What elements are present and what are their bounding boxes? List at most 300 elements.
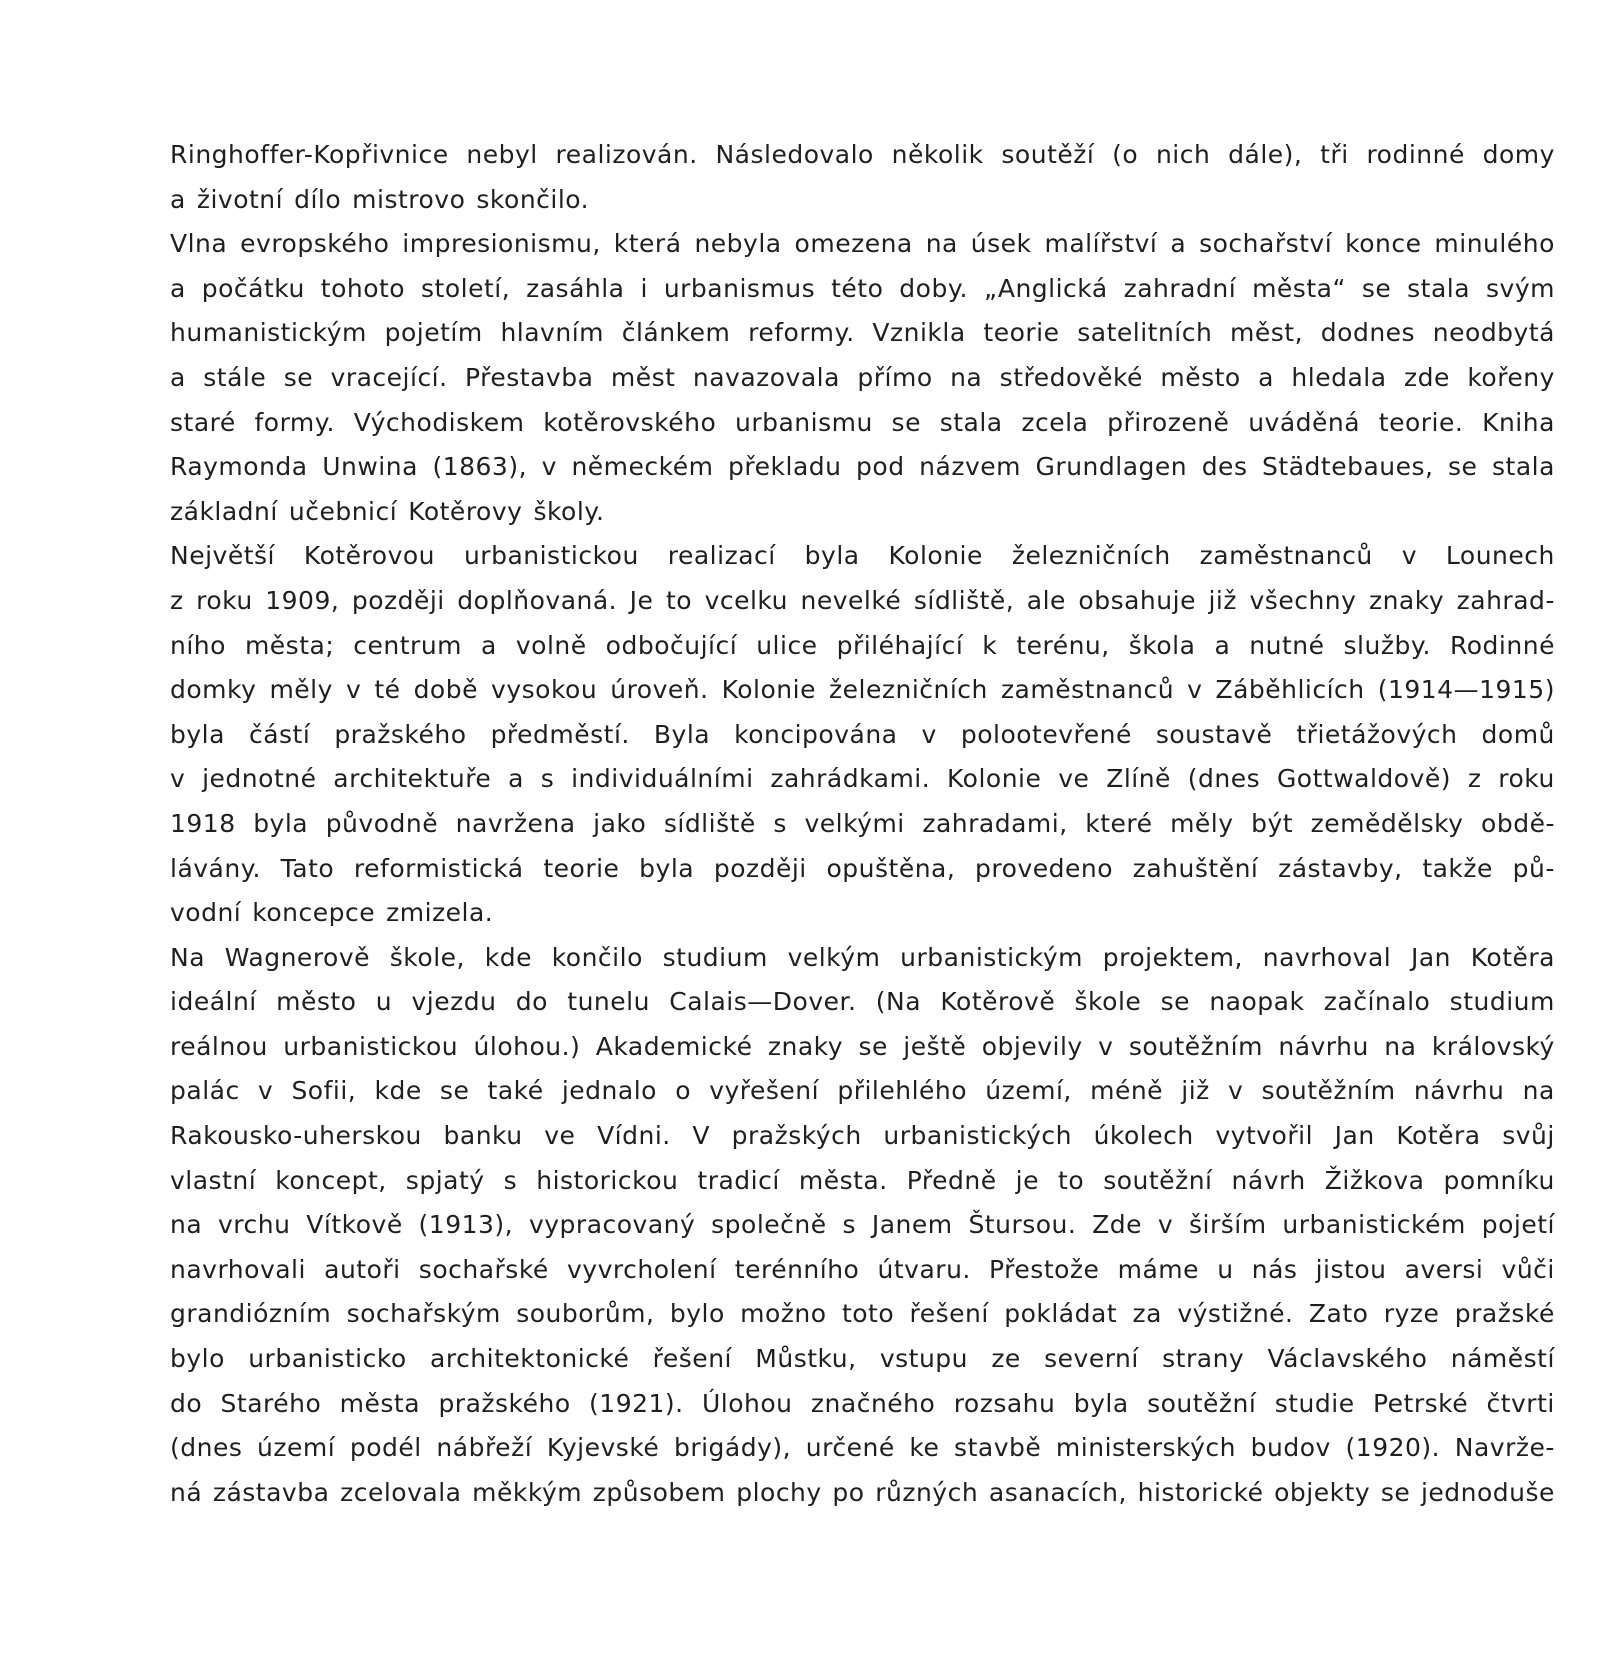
word: v — [541, 452, 557, 482]
word: Rodinné — [1450, 630, 1555, 660]
word: zemědělsky — [1310, 808, 1464, 838]
word: železničních — [1011, 541, 1171, 571]
word: později — [351, 585, 445, 615]
word: Kolonie — [888, 541, 983, 571]
word: zaměstnanců — [1199, 541, 1373, 571]
word: na — [170, 1210, 203, 1240]
word: Kotěra — [1396, 1121, 1481, 1151]
word: ještě — [903, 1031, 967, 1061]
word: urbanisticko — [248, 1344, 407, 1374]
word: s — [773, 808, 787, 838]
word: s — [842, 1210, 856, 1240]
word: (dnes — [170, 1433, 243, 1463]
word: objevily — [981, 1031, 1083, 1061]
word: souborům, — [516, 1299, 655, 1329]
word: volně — [515, 630, 587, 660]
word: ze — [991, 1344, 1021, 1374]
word: Zlíně — [1106, 764, 1171, 794]
word: měly — [269, 675, 333, 705]
word: a — [1170, 229, 1187, 259]
word: hlavním — [500, 318, 604, 348]
word: Předně — [906, 1165, 997, 1195]
word: (1863), — [432, 452, 528, 482]
word: vlastní — [170, 1165, 257, 1195]
word: Přestavba — [465, 362, 594, 392]
word: se — [1380, 1477, 1411, 1507]
word: Václavského — [1267, 1344, 1428, 1374]
word: jednoduše — [1420, 1477, 1555, 1507]
word: aversi — [1404, 1254, 1484, 1284]
text-line — [170, 980, 1555, 1025]
word: odbočující — [605, 630, 738, 660]
word: doplňovaná. — [457, 585, 618, 615]
word: méně — [1090, 1076, 1164, 1106]
word: v — [1098, 1031, 1114, 1061]
word: zaměstnanců — [1000, 675, 1175, 705]
word: máme — [1117, 1254, 1200, 1284]
word: grandiózním — [170, 1299, 332, 1329]
word: toto — [841, 1299, 895, 1329]
word: bylo — [170, 1344, 225, 1374]
word: pražského — [438, 1388, 571, 1418]
word: humanistickým — [170, 318, 367, 348]
word: přiléhající — [836, 630, 964, 660]
word: Vlna — [170, 229, 228, 259]
word: také — [487, 1076, 544, 1106]
word: zde — [1404, 362, 1450, 392]
word: plochy — [736, 1477, 822, 1507]
text-line — [170, 624, 1555, 669]
word: nebyl — [466, 140, 538, 169]
word: Východiskem — [353, 407, 525, 437]
word: školy. — [533, 496, 605, 526]
word: stále — [203, 362, 267, 392]
word: domy — [1482, 140, 1555, 169]
word: konce — [1345, 229, 1422, 259]
word: to — [665, 585, 693, 615]
text-line — [170, 356, 1555, 401]
word: zahrad- — [1456, 585, 1555, 615]
word: malířství — [1044, 229, 1158, 259]
word: škole, — [389, 942, 465, 972]
word: Janem — [871, 1210, 953, 1240]
word: pražské — [1454, 1299, 1555, 1329]
word: německém — [571, 452, 714, 482]
word: budov — [1250, 1433, 1331, 1463]
word: vyvrcholení — [566, 1254, 717, 1284]
word: byla — [253, 808, 309, 838]
word: pražského — [334, 719, 467, 749]
text-line — [170, 847, 1555, 892]
word: a — [1258, 362, 1274, 392]
word: navrhovali — [170, 1254, 306, 1284]
word: různých — [875, 1477, 979, 1507]
word: řešení — [652, 1344, 732, 1374]
word: velkými — [804, 808, 905, 838]
word: výstižné. — [1177, 1299, 1294, 1329]
word: Na — [170, 942, 206, 972]
word: značného — [810, 1388, 936, 1418]
word: v — [921, 719, 937, 749]
word: urbanistickým — [900, 942, 1084, 972]
word: nebyla — [694, 229, 782, 259]
word: zahradní — [1123, 273, 1237, 303]
word: stavbě — [954, 1433, 1042, 1463]
word: autoři — [324, 1254, 401, 1284]
word: znaky — [1368, 585, 1445, 615]
word: vysokou — [491, 675, 598, 705]
word: končilo — [551, 942, 643, 972]
word: společně — [711, 1210, 827, 1240]
word: (1921). — [589, 1388, 684, 1418]
word: a — [1214, 630, 1231, 660]
word: centrum — [353, 630, 463, 660]
word: železničních — [829, 675, 988, 705]
word: Vítkově — [306, 1210, 403, 1240]
word: v — [1228, 1076, 1244, 1106]
word: asanacích, — [988, 1477, 1127, 1507]
word: se — [1361, 273, 1392, 303]
word: urbanistickou — [283, 1031, 459, 1061]
text-line — [170, 1069, 1555, 1114]
word: zcelovala — [340, 1477, 462, 1507]
word: s — [503, 1165, 518, 1195]
word: provedeno — [975, 853, 1114, 883]
word: svým — [1486, 273, 1555, 303]
text-line — [170, 1114, 1555, 1159]
word: ná — [170, 1477, 203, 1507]
word: Záběhlicích — [1215, 675, 1365, 705]
word: útvaru. — [877, 1254, 971, 1284]
word: sídliště — [663, 808, 756, 838]
word: měst, — [1230, 318, 1304, 348]
word: formy. — [254, 407, 335, 437]
word: Kotěra — [1470, 942, 1555, 972]
word: škola — [1128, 630, 1196, 660]
word: úsek — [970, 229, 1032, 259]
word: měst — [610, 362, 676, 392]
text-line — [170, 490, 1555, 535]
word: naopak — [1209, 987, 1305, 1017]
word: lávány. — [170, 853, 261, 883]
word: V — [692, 1121, 710, 1151]
word: návrh — [1231, 1165, 1306, 1195]
word: být — [1251, 808, 1294, 838]
word: Sofii, — [291, 1076, 357, 1106]
word: jistou — [1315, 1254, 1387, 1284]
word: se — [439, 1076, 470, 1106]
word: 1909, — [265, 585, 340, 615]
word: sídliště, — [913, 585, 1015, 615]
word: pod — [856, 452, 905, 482]
word: urbanistických — [883, 1121, 1072, 1151]
word: omezena — [794, 229, 913, 259]
word: Kotěrově — [940, 987, 1056, 1017]
word: době — [413, 675, 478, 705]
word: dodnes — [1320, 318, 1416, 348]
word: Grundlagen — [1035, 452, 1188, 482]
word: širším — [1189, 1210, 1267, 1240]
word: tři — [1320, 140, 1349, 169]
word: Ringhoffer-Kopřivnice — [170, 140, 449, 169]
word: Städtebaues, — [1262, 452, 1434, 482]
word: již — [1181, 1076, 1210, 1106]
word: historickou — [536, 1165, 679, 1195]
word: se — [858, 1031, 888, 1061]
word: domů — [1481, 719, 1555, 749]
word: studium — [1449, 987, 1555, 1017]
word: návrhu — [1278, 1031, 1369, 1061]
word: do — [170, 1388, 203, 1418]
word: Žižkova — [1324, 1165, 1425, 1195]
word: v — [1187, 675, 1203, 705]
word: brigády), — [673, 1433, 792, 1463]
word: a — [170, 273, 186, 303]
word: která — [613, 229, 682, 259]
text-line — [170, 1471, 1555, 1516]
word: a — [170, 184, 186, 214]
word: území, — [985, 1076, 1072, 1106]
word: bylo — [669, 1299, 725, 1329]
word: obdě- — [1481, 808, 1555, 838]
word: článkem — [621, 318, 731, 348]
text-line — [170, 757, 1555, 802]
word: navazovala — [692, 362, 840, 392]
word: té — [374, 675, 401, 705]
text-line — [170, 579, 1555, 624]
word: urbanismu — [734, 407, 873, 437]
word: přirozeně — [1107, 407, 1230, 437]
word: satelitních — [1077, 318, 1213, 348]
word: později — [713, 853, 807, 883]
word: i — [640, 273, 648, 303]
word: učebnicí — [288, 496, 398, 526]
word: a — [170, 362, 186, 392]
word: Největší — [170, 541, 275, 571]
word: této — [831, 273, 884, 303]
word: (1920). — [1345, 1433, 1441, 1463]
word: na — [1384, 1031, 1417, 1061]
word: Byla — [653, 719, 711, 749]
word: území — [257, 1433, 336, 1463]
word: (o — [1112, 140, 1139, 169]
word: se — [891, 407, 921, 437]
word: Následovalo — [715, 140, 874, 169]
word: jako — [593, 808, 647, 838]
word: obsahuje — [1078, 585, 1196, 615]
word: Akademické — [595, 1031, 753, 1061]
word: Rakousko-uherskou — [170, 1121, 422, 1151]
word: století, — [421, 273, 511, 303]
word: takže — [1422, 853, 1493, 883]
word: „Anglická — [983, 273, 1108, 303]
word: Kolonie — [947, 764, 1042, 794]
word: jednotné — [202, 764, 317, 794]
word: byla — [804, 541, 860, 571]
word: rozsahu — [953, 1388, 1056, 1418]
word: vypracovaný — [528, 1210, 696, 1240]
word: tradicí — [697, 1165, 780, 1195]
word: životní — [196, 184, 284, 214]
text-line — [170, 222, 1555, 267]
word: terénu, — [1016, 630, 1110, 660]
word: překladu — [728, 452, 842, 482]
word: vůči — [1501, 1254, 1555, 1284]
word: doby. — [899, 273, 969, 303]
word: město — [1160, 362, 1241, 392]
text-line — [170, 311, 1555, 356]
word: názvem — [919, 452, 1021, 482]
text-line — [170, 133, 1555, 178]
word: Kniha — [1482, 407, 1555, 437]
word: terénního — [734, 1254, 860, 1284]
word: na — [925, 229, 958, 259]
word: Zde — [1092, 1210, 1143, 1240]
word: Jan — [1410, 942, 1452, 972]
word: úkolech — [1093, 1121, 1194, 1151]
text-line — [170, 802, 1555, 847]
word: města; — [244, 630, 335, 660]
word: Kolonie — [721, 675, 816, 705]
word: za — [1132, 1299, 1162, 1329]
word: v — [1157, 1210, 1174, 1240]
word: úlohou.) — [473, 1031, 581, 1061]
text-line — [170, 1426, 1555, 1471]
word: koncept, — [275, 1165, 387, 1195]
word: města. — [798, 1165, 888, 1195]
word: ministerských — [1055, 1433, 1236, 1463]
word: se — [283, 362, 314, 392]
word: služby. — [1343, 630, 1431, 660]
word: vytvořil — [1215, 1121, 1314, 1151]
word: třietážových — [1296, 719, 1458, 749]
word: u — [375, 987, 393, 1017]
word: zahuštění — [1132, 853, 1259, 883]
word: pojetí — [1481, 1210, 1555, 1240]
word: (dnes — [1187, 764, 1261, 794]
text-line — [170, 1248, 1555, 1293]
word: studie — [1274, 1388, 1355, 1418]
word: staré — [170, 407, 236, 437]
word: svůj — [1502, 1121, 1555, 1151]
word: ulice — [756, 630, 818, 660]
word: domky — [170, 675, 257, 705]
word: vyřešení — [709, 1076, 820, 1106]
word: částí — [248, 719, 311, 749]
word: vodní — [170, 898, 242, 928]
word: nevelké — [800, 585, 902, 615]
text-line — [170, 891, 1555, 936]
body-text — [170, 133, 1555, 1515]
text-line — [170, 936, 1555, 981]
word: zástavba — [212, 1477, 330, 1507]
word: objekty — [1274, 1477, 1371, 1507]
word: ního — [170, 630, 226, 660]
word: hledala — [1291, 362, 1387, 392]
word: Calais—Dover. — [669, 987, 857, 1017]
word: Lounech — [1445, 541, 1555, 571]
word: několik — [891, 140, 984, 169]
word: vracející. — [330, 362, 448, 392]
word: středověké — [999, 362, 1143, 392]
text-line — [170, 1337, 1555, 1382]
word: polootevřené — [960, 719, 1132, 749]
word: Můstku, — [755, 1344, 857, 1374]
word: projektem, — [1102, 942, 1243, 972]
word: základní — [170, 496, 278, 526]
word: byla — [170, 719, 225, 749]
word: vrchu — [218, 1210, 291, 1240]
word: zcela — [1021, 407, 1089, 437]
word: roku — [196, 585, 253, 615]
word: teorie — [983, 318, 1060, 348]
word: soutěžní — [1103, 1165, 1213, 1195]
word: urbanismus — [663, 273, 816, 303]
word: dále), — [1228, 140, 1303, 169]
word: je — [1015, 1165, 1039, 1195]
word: teorie. — [1378, 407, 1464, 437]
word: z — [1467, 764, 1482, 794]
word: byla — [639, 853, 695, 883]
word: znaky — [767, 1031, 844, 1061]
text-line — [170, 1292, 1555, 1337]
word: města — [339, 1388, 421, 1418]
word: navržena — [455, 808, 576, 838]
text-line — [170, 401, 1555, 446]
word: královský — [1431, 1031, 1555, 1061]
word: ve — [544, 1121, 576, 1151]
word: které — [1085, 808, 1153, 838]
word: reformistická — [353, 853, 524, 883]
text-line — [170, 1203, 1555, 1248]
word: zmizela. — [386, 898, 494, 928]
word: minulého — [1434, 229, 1555, 259]
word: pokládat — [1004, 1299, 1118, 1329]
word: náměstí — [1450, 1344, 1555, 1374]
word: tunelu — [567, 987, 650, 1017]
word: kořeny — [1467, 362, 1555, 392]
word: reformy. — [748, 318, 855, 348]
word: podél — [349, 1433, 422, 1463]
word: Raymonda — [170, 452, 308, 482]
word: původně — [325, 808, 439, 838]
word: pomníku — [1443, 1165, 1555, 1195]
word: v — [345, 675, 362, 705]
word: soutěžním — [1261, 1076, 1396, 1106]
word: 1918 — [170, 808, 236, 838]
word: úroveň. — [610, 675, 709, 705]
text-line — [170, 1382, 1555, 1427]
word: všechny — [1249, 585, 1357, 615]
word: pojetím — [384, 318, 483, 348]
word: historické — [1137, 1477, 1264, 1507]
text-line — [170, 178, 1555, 223]
word: po — [832, 1477, 865, 1507]
word: vstupu — [879, 1344, 969, 1374]
word: Tato — [280, 853, 335, 883]
word: sochařské — [418, 1254, 549, 1284]
word: vjezdu — [411, 987, 497, 1017]
word: architektonické — [430, 1344, 630, 1374]
word: jednalo — [561, 1076, 657, 1106]
word: soutěžní — [1147, 1388, 1257, 1418]
word: určené — [805, 1433, 895, 1463]
word: Vídni. — [597, 1121, 671, 1151]
word: urbanistickém — [1282, 1210, 1466, 1240]
word: již — [1208, 585, 1237, 615]
word: sochařským — [346, 1299, 501, 1329]
word: nás — [1251, 1254, 1298, 1284]
